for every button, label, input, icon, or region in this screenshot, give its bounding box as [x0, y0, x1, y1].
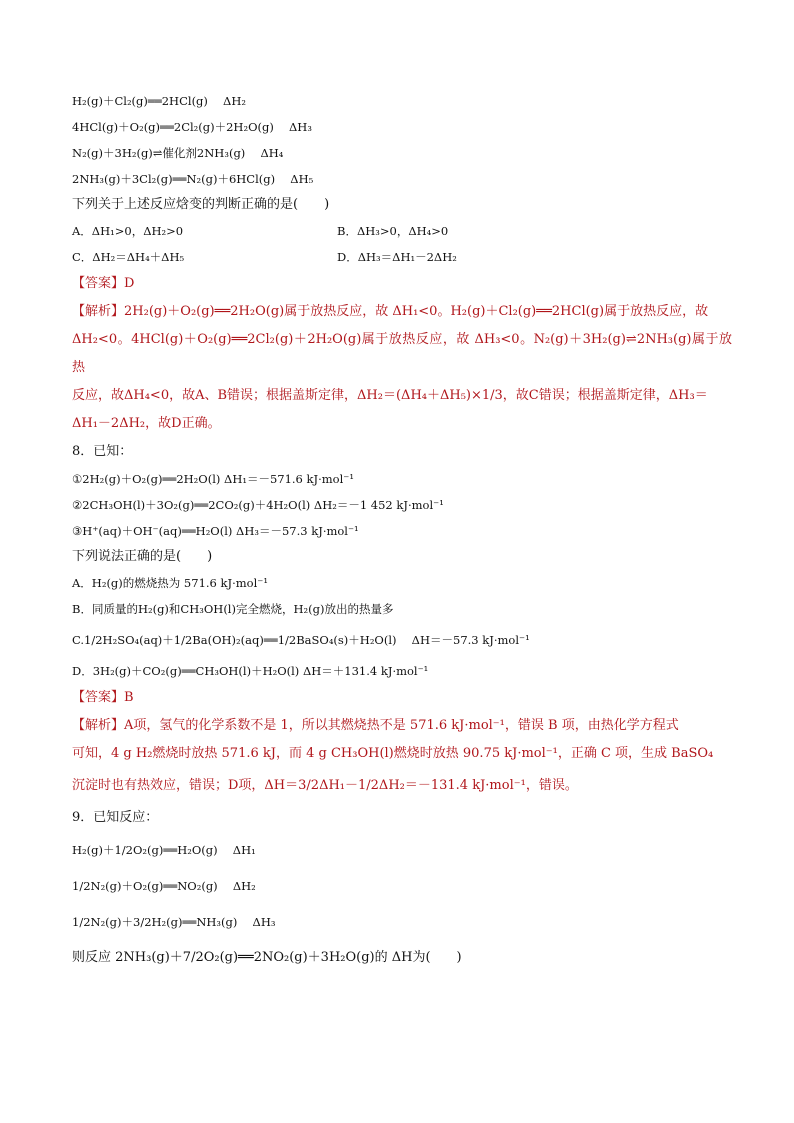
q7-analysis-line: ΔH₁－2ΔH₂，故D正确。	[72, 416, 221, 431]
q8-options	[72, 570, 732, 684]
q7-reaction-list	[72, 88, 732, 192]
q7-reaction: 2NH₃(g)＋3Cl₂(g)══N₂(g)＋6HCl(g) ΔH₅	[72, 172, 314, 186]
q9-title: 9．已知反应：	[72, 810, 159, 825]
q8-option-b: B．同质量的H₂(g)和CH₃OH(l)完全燃烧，H₂(g)放出的热量多	[72, 602, 394, 616]
q8-reaction: ①2H₂(g)＋O₂(g)══2H₂O(l) ΔH₁＝－571.6 kJ·mol⁻¹	[72, 472, 354, 486]
q7-option-a: A．ΔH₁>0，ΔH₂>0	[72, 224, 184, 238]
q8-title: 8．已知：	[72, 444, 133, 459]
q7-option-b: B．ΔH₃>0，ΔH₄>0	[337, 224, 449, 238]
q7-reaction: N₂(g)＋3H₂(g)⇌催化剂2NH₃(g) ΔH₄	[72, 146, 284, 160]
q8-reaction: ③H⁺(aq)＋OH⁻(aq)══H₂O(l) ΔH₃＝－57.3 kJ·mol⁻¹	[72, 524, 359, 538]
document-page	[72, 88, 732, 976]
q9-reaction: 1/2N₂(g)＋3/2H₂(g)══NH₃(g) ΔH₃	[72, 915, 276, 929]
q7-options-row-2	[72, 244, 732, 270]
q7-analysis-line: ΔH₂<0。4HCl(g)＋O₂(g)══2Cl₂(g)＋2H₂O(g)属于放热反应，故 ΔH₃<0。N₂(g)＋3H₂(g)⇌2NH₃(g)属于放热	[72, 332, 732, 375]
q7-option-c: C．ΔH₂＝ΔH₄＋ΔH₅	[72, 250, 185, 264]
q7-option-d: D．ΔH₃＝ΔH₁－2ΔH₂	[337, 250, 457, 264]
q8-analysis-line: 沉淀时也有热效应，错误；D项，ΔH＝3/2ΔH₁－1/2ΔH₂＝－131.4 kJ·mol⁻¹，错误。	[72, 778, 578, 793]
q9-question: 则反应 2NH₃(g)＋7/2O₂(g)══2NO₂(g)＋3H₂O(g)的 ΔH为( )	[72, 950, 462, 965]
q8-reaction: ②2CH₃OH(l)＋3O₂(g)══2CO₂(g)＋4H₂O(l) ΔH₂＝－1 452 kJ·mol⁻¹	[72, 498, 444, 512]
q9-reaction: H₂(g)＋1/2O₂(g)══H₂O(g) ΔH₁	[72, 843, 256, 857]
q7-analysis-line: 反应，故ΔH₄<0，故A、B错误；根据盖斯定律，ΔH₂＝(ΔH₄＋ΔH₅)×1/3，故C错误；根据盖斯定律，ΔH₃＝	[72, 388, 708, 403]
q8-analysis	[72, 712, 732, 804]
q8-analysis-line: 【解析】A项，氢气的化学系数不是 1，所以其燃烧热不是 571.6 kJ·mol⁻¹，错误 B 项，由热化学方程式	[72, 718, 679, 733]
q8-option-d: D．3H₂(g)＋CO₂(g)══CH₃OH(l)＋H₂O(l) ΔH＝＋131.4 kJ·mol⁻¹	[72, 664, 429, 678]
q7-reaction: 4HCl(g)＋O₂(g)══2Cl₂(g)＋2H₂O(g) ΔH₃	[72, 120, 312, 134]
q8-reaction-list	[72, 466, 732, 544]
q7-question: 下列关于上述反应焓变的判断正确的是( )	[72, 197, 330, 212]
q8-answer: 【答案】B	[72, 690, 134, 705]
q8-question: 下列说法正确的是( )	[72, 549, 213, 564]
q8-option-c: C.1/2H₂SO₄(aq)＋1/2Ba(OH)₂(aq)══1/2BaSO₄(s)＋H₂O(l) ΔH＝－57.3 kJ·mol⁻¹	[72, 633, 530, 647]
q9-reaction: 1/2N₂(g)＋O₂(g)══NO₂(g) ΔH₂	[72, 879, 256, 893]
q7-answer: 【答案】D	[72, 276, 135, 291]
q8-analysis-line: 可知，4 g H₂燃烧时放热 571.6 kJ，而 4 g CH₃OH(l)燃烧时放热 90.75 kJ·mol⁻¹，正确 C 项，生成 BaSO₄	[72, 746, 714, 761]
q7-options-row-1	[72, 218, 732, 244]
q7-reaction: H₂(g)＋Cl₂(g)══2HCl(g) ΔH₂	[72, 94, 246, 108]
q7-analysis	[72, 298, 732, 438]
q8-option-a: A．H₂(g)的燃烧热为 571.6 kJ·mol⁻¹	[72, 576, 268, 590]
q9-reaction-list	[72, 832, 732, 940]
q7-analysis-line: 【解析】2H₂(g)＋O₂(g)══2H₂O(g)属于放热反应，故 ΔH₁<0。H₂(g)＋Cl₂(g)══2HCl(g)属于放热反应，故	[72, 304, 709, 319]
